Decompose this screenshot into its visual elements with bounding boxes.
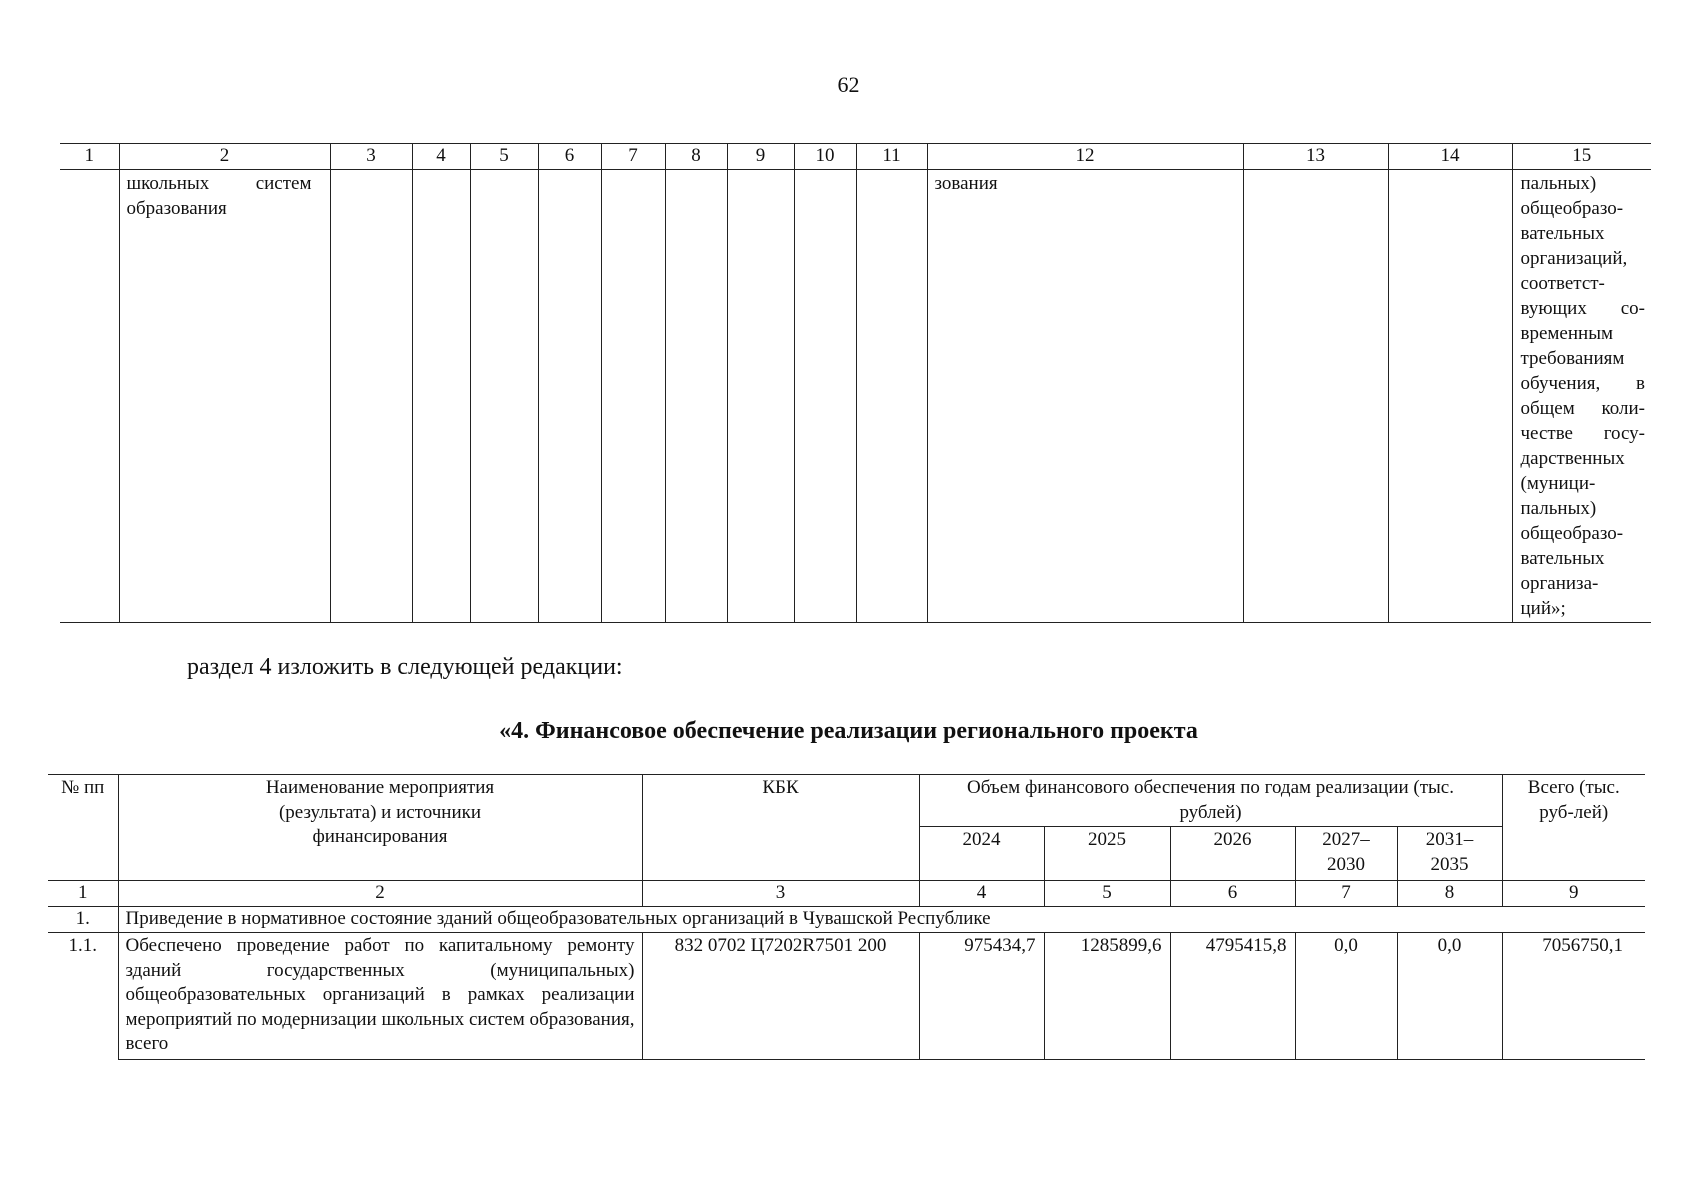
cell-text: общеобразо- — [1520, 198, 1624, 219]
col-header: 8 — [665, 144, 727, 170]
col-header-year: 2026 — [1170, 827, 1295, 881]
table-cell — [727, 170, 794, 623]
col-header-kbk: КБК — [642, 775, 919, 881]
cell-text: пальных) — [1520, 173, 1597, 194]
row-number: 1.1. — [48, 933, 118, 1060]
cell-text: соответст- — [1520, 273, 1605, 294]
table-cell — [794, 170, 856, 623]
table-row-group — [48, 907, 1645, 933]
cell-text: ций»; — [1520, 598, 1566, 619]
col-header: 4 — [412, 144, 470, 170]
col-header-num: № пп — [48, 775, 118, 881]
col-header: 1 — [60, 144, 119, 170]
item-name: Обеспечено проведение работ по капитальному ремонту зданий государственных (муниципальных) общеобразовательных организаций в рамках реализации мероприятий по модернизации школьных систем образования, всего — [118, 933, 642, 1060]
col-header: 6 — [538, 144, 601, 170]
value-2031-2035: 0,0 — [1397, 933, 1502, 1060]
cell-text: вательных — [1520, 223, 1605, 244]
table-row — [48, 933, 1645, 1060]
value-2025: 1285899,6 — [1044, 933, 1170, 1060]
table-cell — [856, 170, 927, 623]
col-header-name: Наименование мероприятия (результата) и источники финансирования — [118, 775, 642, 881]
value-total: 7056750,1 — [1502, 933, 1645, 1060]
table-cell — [1243, 170, 1388, 623]
col-number: 4 — [919, 881, 1044, 907]
value-2027-2030: 0,0 — [1295, 933, 1397, 1060]
col-header: 12 — [927, 144, 1243, 170]
table-cell — [1388, 170, 1512, 623]
item-kbk: 832 0702 Ц7202R7501 200 — [642, 933, 919, 1060]
page-number: 62 — [837, 72, 860, 97]
col-header: 10 — [794, 144, 856, 170]
cell-text: вующих со- — [1520, 298, 1645, 319]
table-cell — [470, 170, 538, 623]
col-header: 7 — [601, 144, 665, 170]
cell-text: временным — [1520, 323, 1613, 344]
table-cell — [412, 170, 470, 623]
cell-text: общеобразо- — [1520, 523, 1624, 544]
value-2026: 4795415,8 — [1170, 933, 1295, 1060]
col-header: 9 — [727, 144, 794, 170]
table-cell — [330, 170, 412, 623]
cell-text: организаций, — [1520, 248, 1628, 269]
table-header-row — [60, 144, 1651, 170]
col-number: 6 — [1170, 881, 1295, 907]
cell-text: требованиям — [1520, 348, 1625, 369]
col-header: 15 — [1512, 144, 1651, 170]
col-number: 8 — [1397, 881, 1502, 907]
col-header: 3 — [330, 144, 412, 170]
col-header: 2 — [119, 144, 330, 170]
col-number: 2 — [118, 881, 642, 907]
col-header-volume: Объем финансового обеспечения по годам реализации (тыс. рублей) — [919, 775, 1502, 827]
col-header-year: 2025 — [1044, 827, 1170, 881]
cell-text: организа- — [1520, 573, 1599, 594]
col-header-year: 2027–2030 — [1295, 827, 1397, 881]
table-cell: зования — [927, 170, 1243, 623]
cell-text: (муници- — [1520, 473, 1596, 494]
table-cell — [538, 170, 601, 623]
col-header: 5 — [470, 144, 538, 170]
section-title: «4. Финансовое обеспечение реализации регионального проекта — [499, 718, 1198, 744]
table-cell — [1512, 170, 1651, 623]
value-2024: 975434,7 — [919, 933, 1044, 1060]
financing-table — [48, 774, 1645, 1060]
col-header: 13 — [1243, 144, 1388, 170]
column-numbers-row — [48, 881, 1645, 907]
col-header: 11 — [856, 144, 927, 170]
col-header-year: 2024 — [919, 827, 1044, 881]
cell-text: вательных — [1520, 548, 1605, 569]
table-cell — [60, 170, 119, 623]
table-row — [60, 170, 1651, 623]
table-cell — [601, 170, 665, 623]
cell-text: общем коли- — [1520, 398, 1645, 419]
col-number: 9 — [1502, 881, 1645, 907]
table-cell — [119, 170, 330, 623]
col-number: 1 — [48, 881, 118, 907]
cell-text: обучения, в — [1520, 373, 1645, 394]
col-number: 3 — [642, 881, 919, 907]
col-header-year: 2031–2035 — [1397, 827, 1502, 881]
table-header-row — [48, 775, 1645, 827]
cell-text: школьных систем образования — [126, 173, 312, 219]
col-number: 7 — [1295, 881, 1397, 907]
cell-text: дарственных — [1520, 448, 1625, 469]
cell-text: честве госу- — [1520, 423, 1645, 444]
group-title: Приведение в нормативное состояние зданий общеобразовательных организаций в Чувашской Республике — [118, 907, 1645, 933]
cell-text: пальных) — [1520, 498, 1597, 519]
row-number: 1. — [48, 907, 118, 933]
col-number: 5 — [1044, 881, 1170, 907]
continuation-table — [60, 143, 1651, 623]
col-header: 14 — [1388, 144, 1512, 170]
col-header-total: Всего (тыс. руб-лей) — [1502, 775, 1645, 881]
table-cell — [665, 170, 727, 623]
instruction-paragraph: раздел 4 изложить в следующей редакции: — [187, 654, 623, 680]
